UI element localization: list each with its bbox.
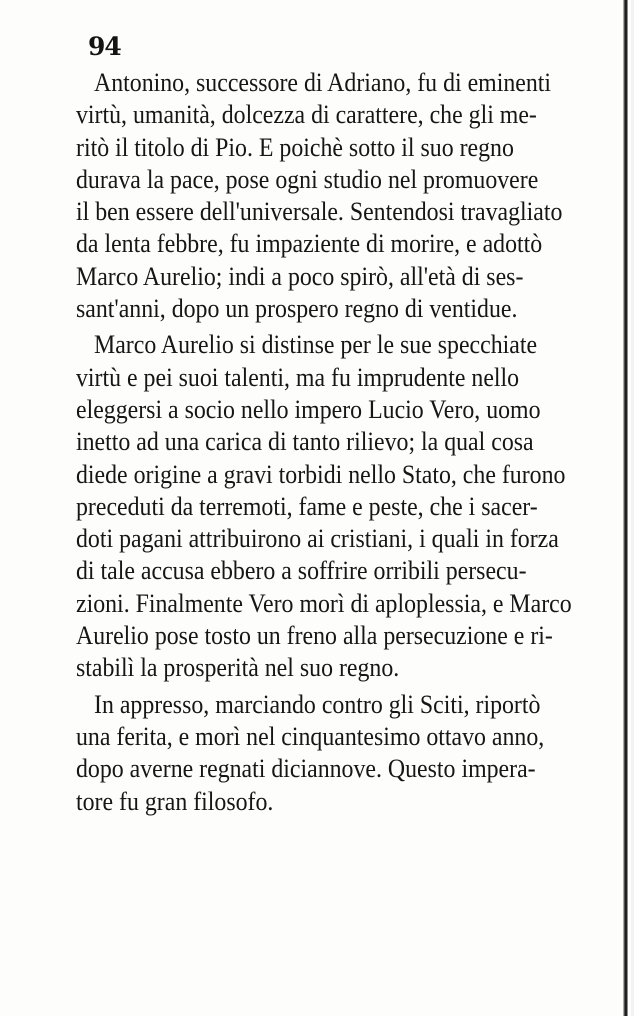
text-line: zioni. Finalmente Vero morì di aploplessia, e Marco — [76, 587, 572, 618]
text-line: dopo averne regnati diciannove. Questo impera- — [76, 753, 536, 784]
text-line: diede origine a gravi torbidi nello Stato, che furono — [76, 458, 566, 489]
paragraph-1 — [76, 66, 584, 324]
page-number: 94 — [88, 32, 121, 61]
page-edge-shadow — [623, 0, 628, 1016]
paragraph-3 — [76, 688, 584, 817]
text-line: In appresso, marciando contro gli Sciti, riportò — [94, 688, 541, 719]
text-line: ritò il titolo di Pio. E poichè sotto il suo regno — [76, 131, 514, 162]
text-line: stabilì la prosperità nel suo regno. — [76, 652, 400, 683]
text-line: preceduti da terremoti, fame e peste, che i sacer- — [76, 490, 538, 521]
text-line: Antonino, successore di Adriano, fu di eminenti — [94, 67, 552, 97]
text-line: Marco Aurelio; indi a poco spirò, all'età di ses- — [76, 260, 524, 291]
text-line: durava la pace, pose ogni studio nel promuovere — [76, 163, 539, 194]
text-line: virtù e pei suoi talenti, ma fu imprudente nello — [76, 361, 520, 392]
paragraph-2 — [76, 328, 584, 683]
text-line: tore fu gran filosofo. — [76, 785, 274, 816]
text-line: una ferita, e morì nel cinquantesimo ottavo anno, — [76, 720, 545, 751]
text-line: virtù, umanità, dolcezza di carattere, che gli me- — [76, 99, 537, 130]
text-line: da lenta febbre, fu impaziente di morire, e adottò — [76, 228, 543, 259]
text-line: eleggersi a socio nello impero Lucio Vero, uomo — [76, 393, 541, 424]
body-text — [76, 66, 584, 817]
text-line: di tale accusa ebbero a soffrire orribili persecu- — [76, 555, 527, 586]
text-line: Aurelio pose tosto un freno alla persecuzione e ri- — [76, 620, 553, 651]
text-line: Marco Aurelio si distinse per le sue specchiate — [94, 329, 538, 360]
text-line: il ben essere dell'universale. Sentendosi travagliato — [76, 196, 563, 227]
text-line: inetto ad una carica di tanto rilievo; la qual cosa — [76, 426, 534, 457]
text-line: doti pagani attribuirono ai cristiani, i quali in forza — [76, 523, 559, 554]
text-line: sant'anni, dopo un prospero regno di ventidue. — [76, 293, 518, 324]
